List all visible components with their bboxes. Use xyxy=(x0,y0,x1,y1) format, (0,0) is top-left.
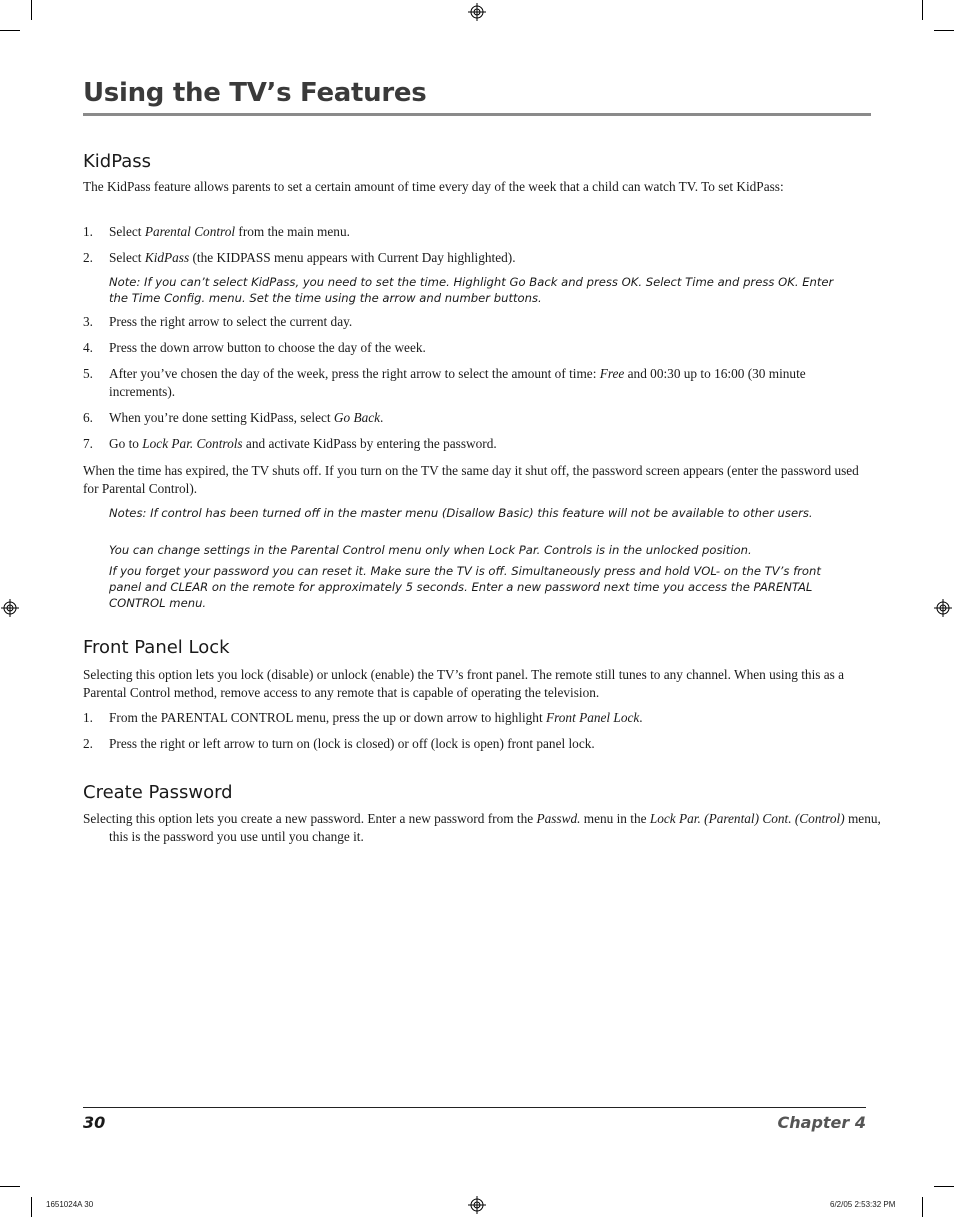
title-rule xyxy=(83,113,871,116)
front-panel-intro: Selecting this option lets you lock (disable) or unlock (enable) the TV’s front panel. The remote still tunes to any channel. When using this as a Parental Control method, remove access to any remote that is capable of operating the television. xyxy=(83,667,845,700)
section-heading-front-panel-lock: Front Panel Lock xyxy=(83,637,230,658)
list-text: From the PARENTAL CONTROL menu, press the up or down arrow to highlight Front Panel Lock. xyxy=(109,710,643,725)
list-text: After you’ve chosen the day of the week, press the right arrow to select the amount of time: Free and 00:30 up to 16:00 (30 minute increments). xyxy=(109,366,806,399)
list-text: When you’re done setting KidPass, select Go Back. xyxy=(109,410,384,425)
list-number: 4. xyxy=(83,340,93,355)
create-password-text: Selecting this option lets you create a new password. Enter a new password from the Passwd. menu in the Lock Par. (Parental) Cont. (Control) menu, this is the password you use until you change it. xyxy=(83,811,881,844)
crop-mark xyxy=(31,1197,32,1217)
registration-mark-icon xyxy=(468,1196,486,1214)
crop-mark xyxy=(922,0,923,20)
kidpass-note: If you forget your password you can reset it. Make sure the TV is off. Simultaneously press and hold VOL- on the TV’s front panel and CLEAR on the remote for approximately 5 seconds. Enter a new password next time you access the PARENTAL CONTROL menu. xyxy=(109,564,821,610)
registration-mark-icon xyxy=(1,599,19,617)
kidpass-note: You can change settings in the Parental Control menu only when Lock Par. Controls is in the unlocked position. xyxy=(109,543,752,557)
list-text: Go to Lock Par. Controls and activate KidPass by entering the password. xyxy=(109,436,497,451)
page-number: 30 xyxy=(83,1113,106,1132)
chapter-label: Chapter 4 xyxy=(777,1113,866,1132)
list-number: 1. xyxy=(83,710,93,725)
registration-mark-icon xyxy=(468,3,486,21)
crop-mark xyxy=(934,30,954,31)
list-number: 2. xyxy=(83,736,93,751)
crop-mark xyxy=(31,0,32,20)
list-text: Press the right or left arrow to turn on (lock is closed) or off (lock is open) front panel lock. xyxy=(109,736,595,751)
crop-mark xyxy=(0,1186,20,1187)
list-number: 2. xyxy=(83,250,93,265)
list-number: 1. xyxy=(83,224,93,239)
list-text: Select KidPass (the KIDPASS menu appears with Current Day highlighted). xyxy=(109,250,516,265)
kidpass-note: Notes: If control has been turned off in the master menu (Disallow Basic) this feature will not be available to other users. xyxy=(109,506,813,520)
print-slug-left: 1651024A 30 xyxy=(46,1200,94,1209)
kidpass-after: When the time has expired, the TV shuts off. If you turn on the TV the same day it shut off, the password screen appears (enter the password used for Parental Control). xyxy=(83,463,859,496)
crop-mark xyxy=(0,30,20,31)
kidpass-step-note: Note: If you can’t select KidPass, you need to set the time. Highlight Go Back and press OK. Select Time and press OK. Enter the Time Config. menu. Set the time using the arrow and number buttons. xyxy=(109,275,834,305)
list-number: 7. xyxy=(83,436,93,451)
section-heading-kidpass: KidPass xyxy=(83,151,152,172)
list-text: Select Parental Control from the main menu. xyxy=(109,224,350,239)
registration-mark-icon xyxy=(934,599,952,617)
page-title: Using the TV’s Features xyxy=(83,78,427,108)
list-number: 6. xyxy=(83,410,93,425)
list-number: 3. xyxy=(83,314,93,329)
list-text: Press the down arrow button to choose the day of the week. xyxy=(109,340,426,355)
list-number: 5. xyxy=(83,366,93,381)
footer-rule xyxy=(83,1107,866,1108)
kidpass-intro: The KidPass feature allows parents to set a certain amount of time every day of the week that a child can watch TV. To set KidPass: xyxy=(83,179,784,194)
crop-mark xyxy=(934,1186,954,1187)
section-heading-create-password: Create Password xyxy=(83,782,233,803)
crop-mark xyxy=(922,1197,923,1217)
print-slug-right: 6/2/05 2:53:32 PM xyxy=(830,1200,896,1209)
list-text: Press the right arrow to select the current day. xyxy=(109,314,353,329)
